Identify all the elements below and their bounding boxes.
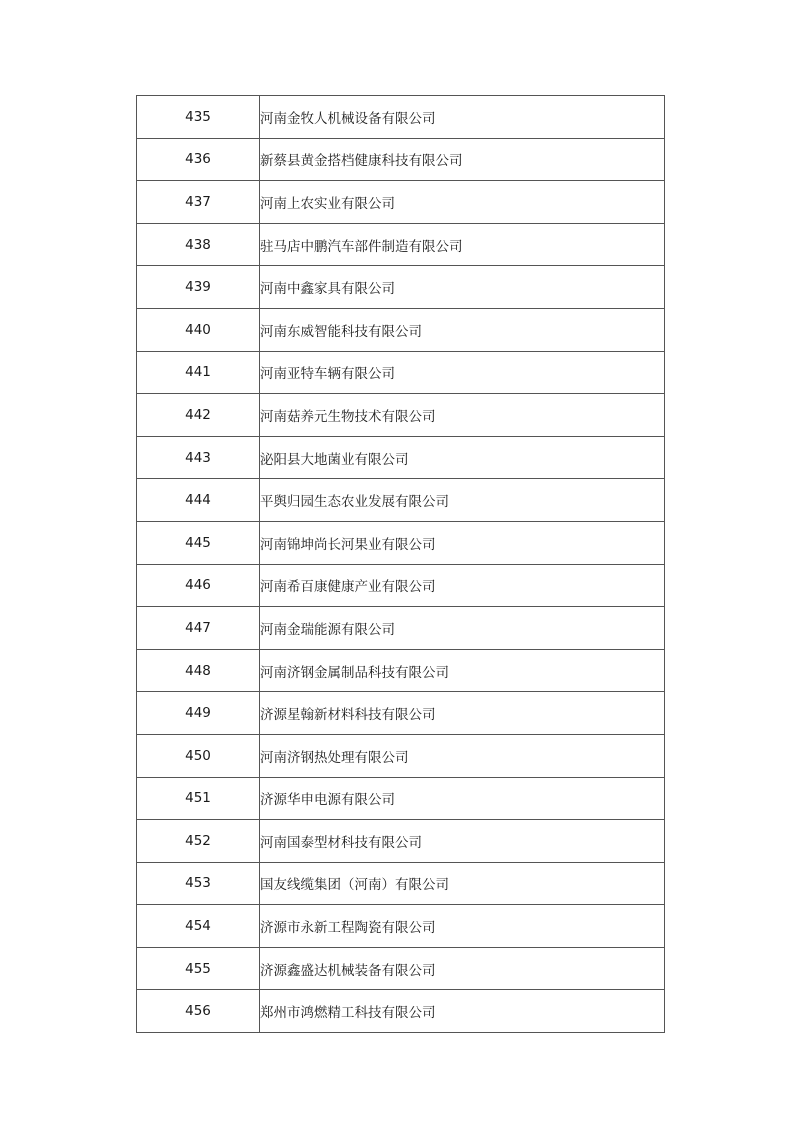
row-number: 441	[137, 351, 260, 394]
company-name: 河南希百康健康产业有限公司	[260, 564, 665, 607]
company-name: 新蔡县黄金搭档健康科技有限公司	[260, 138, 665, 181]
row-number: 436	[137, 138, 260, 181]
table-row	[137, 181, 665, 224]
row-number: 437	[137, 181, 260, 224]
company-name: 济源市永新工程陶瓷有限公司	[260, 905, 665, 948]
table-row	[137, 777, 665, 820]
company-name: 郑州市鸿燃精工科技有限公司	[260, 990, 665, 1033]
company-name: 河南国泰型材科技有限公司	[260, 820, 665, 863]
company-name: 河南菇养元生物技术有限公司	[260, 394, 665, 437]
table-row	[137, 394, 665, 437]
row-number: 449	[137, 692, 260, 735]
company-name: 河南济钢热处理有限公司	[260, 734, 665, 777]
row-number: 453	[137, 862, 260, 905]
company-name: 河南锦坤尚长河果业有限公司	[260, 521, 665, 564]
row-number: 435	[137, 96, 260, 139]
company-name: 河南上农实业有限公司	[260, 181, 665, 224]
table-row	[137, 564, 665, 607]
table-row	[137, 436, 665, 479]
table-row	[137, 947, 665, 990]
table-row	[137, 692, 665, 735]
table-row	[137, 905, 665, 948]
company-name: 平舆归园生态农业发展有限公司	[260, 479, 665, 522]
row-number: 448	[137, 649, 260, 692]
row-number: 445	[137, 521, 260, 564]
row-number: 443	[137, 436, 260, 479]
table-row	[137, 990, 665, 1033]
company-name: 济源鑫盛达机械装备有限公司	[260, 947, 665, 990]
table-row	[137, 521, 665, 564]
row-number: 440	[137, 308, 260, 351]
row-number: 456	[137, 990, 260, 1033]
table-row	[137, 479, 665, 522]
company-name: 河南金牧人机械设备有限公司	[260, 96, 665, 139]
table-row	[137, 266, 665, 309]
row-number: 438	[137, 223, 260, 266]
row-number: 442	[137, 394, 260, 437]
company-name: 河南济钢金属制品科技有限公司	[260, 649, 665, 692]
company-name: 河南东威智能科技有限公司	[260, 308, 665, 351]
row-number: 452	[137, 820, 260, 863]
company-name: 河南中鑫家具有限公司	[260, 266, 665, 309]
row-number: 446	[137, 564, 260, 607]
company-name: 河南亚特车辆有限公司	[260, 351, 665, 394]
row-number: 454	[137, 905, 260, 948]
row-number: 439	[137, 266, 260, 309]
table-row	[137, 223, 665, 266]
company-name: 济源星翰新材料科技有限公司	[260, 692, 665, 735]
row-number: 455	[137, 947, 260, 990]
table-row	[137, 308, 665, 351]
company-name: 济源华申电源有限公司	[260, 777, 665, 820]
company-name: 国友线缆集团（河南）有限公司	[260, 862, 665, 905]
company-name: 驻马店中鹏汽车部件制造有限公司	[260, 223, 665, 266]
table-row	[137, 138, 665, 181]
table-row	[137, 734, 665, 777]
table-row	[137, 96, 665, 139]
company-name: 河南金瑞能源有限公司	[260, 607, 665, 650]
row-number: 451	[137, 777, 260, 820]
row-number: 450	[137, 734, 260, 777]
table-row	[137, 649, 665, 692]
table-row	[137, 820, 665, 863]
row-number: 447	[137, 607, 260, 650]
company-list-table	[136, 95, 665, 1033]
company-name: 泌阳县大地菌业有限公司	[260, 436, 665, 479]
table-row	[137, 351, 665, 394]
table-row	[137, 862, 665, 905]
row-number: 444	[137, 479, 260, 522]
table-row	[137, 607, 665, 650]
